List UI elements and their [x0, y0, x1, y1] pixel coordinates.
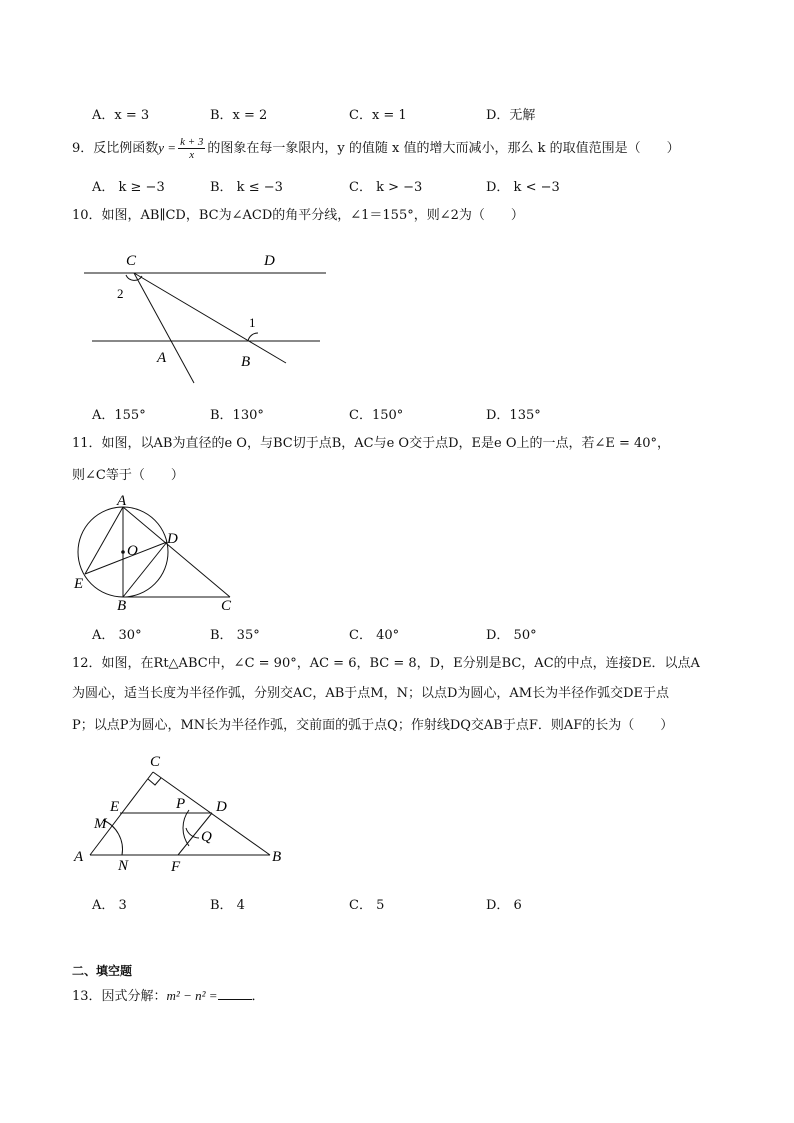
- q12-stem-line1: 12．如图，在Rt△ABC中，∠C = 90°，AC = 6，BC = 8，D，E分别是BC，AC的中点，连接DE．以点A: [72, 656, 700, 671]
- q10-label-2: 2: [117, 286, 124, 301]
- q10-label-b: B: [241, 354, 251, 370]
- q9-option-a: A． k ≥ −3: [92, 180, 165, 195]
- q10-angle1-arc: [248, 333, 258, 341]
- q11-label-d: D: [167, 531, 178, 547]
- section2-title: 二、填空题: [72, 964, 133, 978]
- q13-end: ．: [251, 989, 265, 1004]
- q12-stem-line3: P；以点P为圆心，MN长为半径作弧，交前面的弧于点Q；作射线DQ交AB于点F．则AF的长为（ ）: [72, 718, 674, 733]
- q13-answer-blank[interactable]: [218, 987, 252, 1000]
- q11-option-b: B． 35°: [210, 628, 260, 643]
- q12-label-q: Q: [201, 829, 212, 845]
- q11-center-dot: [121, 550, 125, 554]
- q12-option-a: A． 3: [92, 898, 127, 913]
- q12-label-d: D: [216, 799, 227, 815]
- q11-segment-ac: [123, 507, 230, 597]
- q12-label-c: C: [150, 754, 161, 770]
- q8-option-d: D．无解: [486, 108, 536, 123]
- q11-label-a: A: [117, 493, 127, 509]
- q11-label-b: B: [117, 598, 127, 614]
- q10-label-c: C: [126, 253, 137, 269]
- q8-option-a: A．x = 3: [92, 108, 150, 123]
- q12-label-p: P: [176, 796, 186, 812]
- q12-arc-p: [186, 828, 199, 838]
- q8-option-c: C．x = 1: [349, 108, 407, 123]
- q9-stem: [72, 136, 680, 161]
- q12-stem-line2: 为圆心，适当长度为半径作弧，分别交AC，AB于点M，N；以点D为圆心，AM长为半径作弧交DE于点: [72, 686, 669, 701]
- q9-option-d: D． k < −3: [486, 180, 560, 195]
- q10-line-ca: [134, 273, 194, 383]
- q12-option-d: D． 6: [486, 898, 522, 913]
- q10-label-d: D: [264, 253, 275, 269]
- q11-stem-line2: 则∠C等于（ ）: [72, 468, 184, 483]
- q10-option-b: B．130°: [210, 408, 264, 423]
- q10-figure: [80, 245, 330, 390]
- q11-option-d: D． 50°: [486, 628, 537, 643]
- q12-label-f: F: [171, 859, 181, 875]
- q11-option-a: A． 30°: [92, 628, 142, 643]
- q13-stem: [72, 986, 265, 1007]
- q9-option-b: B． k ≤ −3: [210, 180, 283, 195]
- q11-option-c: C． 40°: [349, 628, 400, 643]
- q11-label-e: E: [74, 576, 84, 592]
- q12-label-e: E: [110, 799, 120, 815]
- q9-suffix: 的图象在每一象限内，y 的值随 x 值的增大而减小，那么 k 的取值范围是（ ）: [207, 141, 680, 156]
- q11-figure: [68, 492, 248, 614]
- q12-label-b: B: [272, 849, 282, 865]
- q10-option-c: C．150°: [349, 408, 404, 423]
- q11-label-o: O: [127, 543, 138, 559]
- q13-expression: m² − n² =: [166, 988, 218, 1003]
- q12-option-c: C． 5: [349, 898, 385, 913]
- q10-label-1: 1: [249, 315, 256, 330]
- q9-fraction: [178, 136, 205, 161]
- q10-label-a: A: [157, 350, 167, 366]
- q11-segment-ae: [85, 507, 123, 574]
- q11-stem-line1: 11．如图，以AB为直径的e O，与BC切于点B，AC与e O交于点D，E是e O上的一点，若∠E = 40°，: [72, 436, 671, 451]
- q9-prefix: 9．反比例函数: [72, 141, 159, 156]
- q12-right-angle-mark: [148, 778, 161, 785]
- q12-figure: [70, 750, 290, 880]
- q10-stem: 10．如图，AB∥CD，BC为∠ACD的角平分线，∠1＝155°，则∠2为（ ）: [72, 208, 524, 223]
- q10-option-d: D．135°: [486, 408, 541, 423]
- q12-label-a: A: [74, 849, 84, 865]
- q9-fraction-numerator: k + 3: [180, 136, 204, 148]
- q13-prefix: 13．因式分解：: [72, 989, 167, 1004]
- q12-label-n: N: [118, 858, 129, 874]
- q11-label-c: C: [221, 598, 232, 614]
- q8-option-b: B．x = 2: [210, 108, 268, 123]
- q9-fraction-denominator: x: [189, 149, 195, 161]
- q12-option-b: B． 4: [210, 898, 245, 913]
- q9-y-eq: y =: [158, 140, 177, 155]
- q9-option-c: C． k > −3: [349, 180, 423, 195]
- q10-option-a: A．155°: [92, 408, 146, 423]
- q12-label-m: M: [94, 816, 107, 832]
